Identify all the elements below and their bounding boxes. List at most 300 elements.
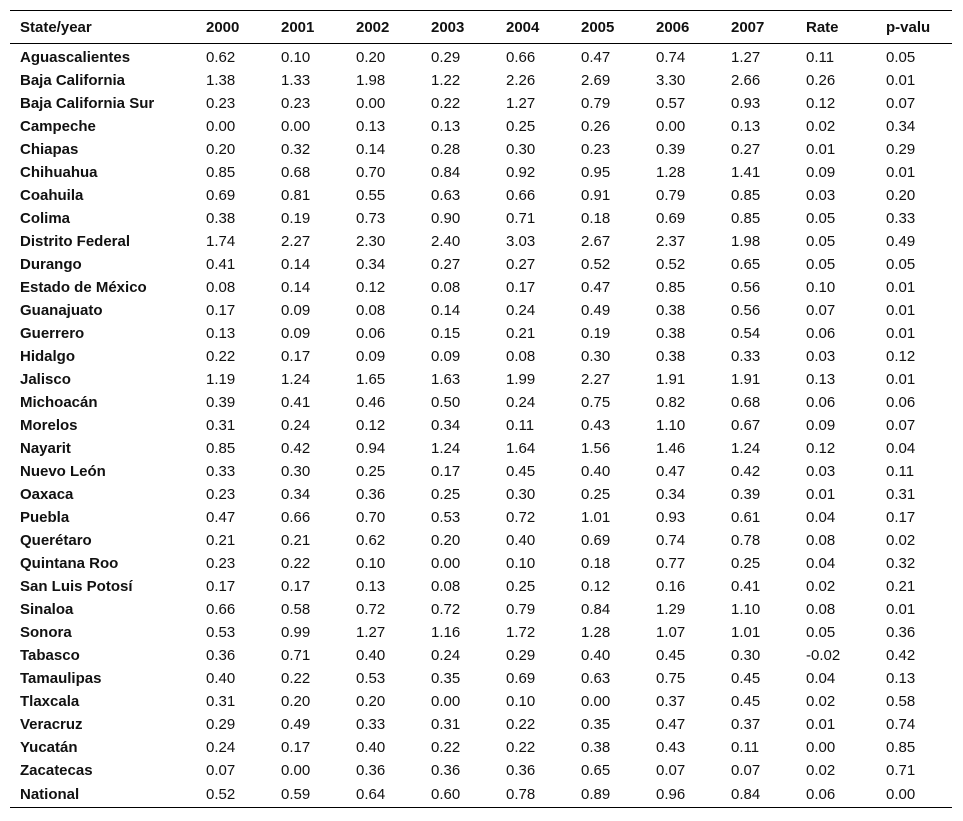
value-cell: 0.46 — [356, 394, 386, 411]
value-cell: 0.17 — [281, 348, 311, 365]
state-name-cell: Puebla — [20, 509, 70, 526]
value-cell: 1.28 — [581, 624, 611, 641]
value-cell: 0.01 — [886, 302, 916, 319]
value-cell: 0.40 — [356, 647, 386, 664]
value-cell: 0.24 — [506, 394, 536, 411]
value-cell: 1.65 — [356, 371, 386, 388]
column-header-state-year: State/year — [10, 11, 196, 44]
value-cell: 0.05 — [806, 256, 836, 273]
table-row — [10, 138, 952, 161]
value-cell: 0.24 — [206, 739, 236, 756]
table-row — [10, 92, 952, 115]
value-cell: 1.07 — [656, 624, 686, 641]
value-cell: 0.32 — [281, 141, 311, 158]
value-cell: 0.66 — [206, 601, 236, 618]
state-name-cell: Aguascalientes — [20, 49, 131, 66]
value-cell: 0.34 — [886, 118, 916, 135]
value-cell: 0.40 — [356, 739, 386, 756]
value-cell: 0.66 — [506, 49, 536, 66]
value-cell: 0.10 — [806, 279, 836, 296]
value-cell: 0.11 — [731, 739, 760, 756]
table-row — [10, 483, 952, 506]
value-cell: 0.00 — [581, 693, 611, 710]
value-cell: 2.26 — [506, 72, 536, 89]
value-cell: 0.22 — [281, 555, 311, 572]
value-cell: 0.54 — [731, 325, 761, 342]
value-cell: 0.45 — [731, 693, 761, 710]
value-cell: 0.07 — [806, 302, 836, 319]
value-cell: 0.70 — [356, 164, 386, 181]
state-name-cell: Tlaxcala — [20, 693, 80, 710]
value-cell: 0.10 — [506, 555, 536, 572]
value-cell: 0.06 — [806, 394, 836, 411]
state-name-cell: Colima — [20, 210, 71, 227]
value-cell: 0.74 — [886, 716, 916, 733]
value-cell: 0.11 — [806, 49, 835, 66]
state-name-cell: Querétaro — [20, 532, 92, 549]
value-cell: 0.78 — [496, 782, 571, 808]
value-cell: 0.13 — [731, 118, 761, 135]
value-cell: 0.00 — [876, 782, 952, 808]
value-cell: 0.01 — [806, 141, 836, 158]
value-cell: 0.74 — [656, 49, 686, 66]
value-cell: 0.63 — [431, 187, 461, 204]
state-name-cell: Nuevo León — [20, 463, 106, 480]
value-cell: 0.95 — [581, 164, 611, 181]
table-row — [10, 299, 952, 322]
value-cell: 0.14 — [431, 302, 461, 319]
value-cell: 0.17 — [886, 509, 916, 526]
state-name-cell: Guanajuato — [20, 302, 103, 319]
value-cell: 0.01 — [886, 72, 916, 89]
value-cell: 0.12 — [886, 348, 916, 365]
value-cell: 0.67 — [731, 417, 761, 434]
value-cell: 0.31 — [206, 693, 236, 710]
table-header-row — [10, 11, 952, 44]
value-cell: 0.01 — [886, 601, 916, 618]
value-cell: 0.61 — [731, 509, 761, 526]
value-cell: 0.28 — [431, 141, 461, 158]
value-cell: 0.10 — [281, 49, 311, 66]
table-row — [10, 460, 952, 483]
value-cell: 0.11 — [886, 463, 915, 480]
value-cell: 0.40 — [581, 463, 611, 480]
value-cell: 0.85 — [206, 440, 236, 457]
value-cell: 0.02 — [806, 693, 836, 710]
value-cell: 0.45 — [506, 463, 536, 480]
value-cell: 0.27 — [431, 256, 461, 273]
value-cell: 1.33 — [281, 72, 311, 89]
value-cell: 0.24 — [431, 647, 461, 664]
value-cell: 0.18 — [581, 210, 611, 227]
value-cell: 0.33 — [731, 348, 761, 365]
value-cell: 0.22 — [431, 739, 461, 756]
value-cell: 0.45 — [731, 670, 761, 687]
value-cell: 0.02 — [886, 532, 916, 549]
column-header-2005: 2005 — [571, 11, 646, 44]
value-cell: 0.56 — [731, 279, 761, 296]
value-cell: 0.05 — [886, 49, 916, 66]
value-cell: 0.85 — [731, 187, 761, 204]
value-cell: 0.09 — [356, 348, 386, 365]
value-cell: 0.17 — [506, 279, 536, 296]
value-cell: 1.72 — [506, 624, 536, 641]
value-cell: 1.16 — [431, 624, 461, 641]
value-cell: 0.04 — [806, 509, 836, 526]
column-header-2003: 2003 — [421, 11, 496, 44]
value-cell: 0.05 — [806, 624, 836, 641]
value-cell: 1.74 — [206, 233, 236, 250]
value-cell: 0.33 — [206, 463, 236, 480]
value-cell: 1.24 — [281, 371, 311, 388]
state-name-cell: Baja California Sur — [20, 95, 155, 112]
value-cell: 0.42 — [281, 440, 311, 457]
value-cell: 0.21 — [206, 532, 236, 549]
value-cell: 0.35 — [431, 670, 461, 687]
value-cell: 0.79 — [656, 187, 686, 204]
state-name-cell: Quintana Roo — [20, 555, 119, 572]
table-row — [10, 368, 952, 391]
value-cell: 0.18 — [581, 555, 611, 572]
value-cell: 0.12 — [806, 95, 836, 112]
value-cell: 0.69 — [581, 532, 611, 549]
value-cell: 1.29 — [656, 601, 686, 618]
state-name-cell: Tamaulipas — [20, 670, 102, 687]
value-cell: 0.10 — [506, 693, 536, 710]
state-name-cell: Chiapas — [20, 141, 79, 158]
column-header-2006: 2006 — [646, 11, 721, 44]
state-name-cell: Hidalgo — [20, 348, 75, 365]
value-cell: 0.39 — [731, 486, 761, 503]
table-row — [10, 506, 952, 529]
value-cell: 0.58 — [281, 601, 311, 618]
value-cell: 0.08 — [806, 532, 836, 549]
value-cell: 0.29 — [506, 647, 536, 664]
value-cell: 0.22 — [281, 670, 311, 687]
state-name-cell: Sonora — [20, 624, 72, 641]
value-cell: 0.01 — [806, 716, 836, 733]
value-cell: 0.21 — [281, 532, 311, 549]
value-cell: 0.58 — [886, 693, 916, 710]
value-cell: 2.37 — [656, 233, 686, 250]
table-row — [10, 161, 952, 184]
value-cell: 0.25 — [431, 486, 461, 503]
value-cell: 0.04 — [806, 555, 836, 572]
value-cell: 0.26 — [581, 118, 611, 135]
value-cell: 0.09 — [281, 302, 311, 319]
state-name-cell: Tabasco — [20, 647, 80, 664]
value-cell: 0.47 — [581, 279, 611, 296]
value-cell: 0.12 — [356, 417, 386, 434]
value-cell: 0.12 — [581, 578, 611, 595]
table-row — [10, 759, 952, 782]
table-row — [10, 69, 952, 92]
value-cell: 0.09 — [806, 164, 836, 181]
value-cell: 0.23 — [206, 486, 236, 503]
table-row — [10, 345, 952, 368]
value-cell: 0.03 — [806, 187, 836, 204]
value-cell: 0.74 — [656, 532, 686, 549]
value-cell: 1.19 — [206, 371, 236, 388]
value-cell: 0.49 — [281, 716, 311, 733]
value-cell: 0.40 — [581, 647, 611, 664]
value-cell: 0.81 — [281, 187, 311, 204]
value-cell: 0.22 — [431, 95, 461, 112]
value-cell: 0.29 — [206, 716, 236, 733]
value-cell: 0.53 — [206, 624, 236, 641]
value-cell: 0.84 — [581, 601, 611, 618]
value-cell: 2.30 — [356, 233, 386, 250]
state-name-cell: Nayarit — [20, 440, 71, 457]
value-cell: 0.53 — [431, 509, 461, 526]
value-cell: 0.47 — [206, 509, 236, 526]
data-table-container — [10, 10, 952, 808]
value-cell: 0.02 — [806, 762, 836, 779]
column-header-2004: 2004 — [496, 11, 571, 44]
value-cell: 0.08 — [431, 578, 461, 595]
value-cell: 0.22 — [506, 716, 536, 733]
value-cell: 0.33 — [886, 210, 916, 227]
value-cell: 0.03 — [806, 348, 836, 365]
value-cell: 0.92 — [506, 164, 536, 181]
value-cell: 0.38 — [656, 302, 686, 319]
value-cell: 0.02 — [806, 578, 836, 595]
value-cell: 0.41 — [206, 256, 236, 273]
value-cell: 1.98 — [731, 233, 761, 250]
value-cell: 0.15 — [431, 325, 461, 342]
value-cell: 0.71 — [281, 647, 311, 664]
value-cell: 0.75 — [581, 394, 611, 411]
value-cell: 0.36 — [431, 762, 461, 779]
value-cell: 0.00 — [431, 555, 461, 572]
value-cell: 0.79 — [506, 601, 536, 618]
value-cell: 0.09 — [806, 417, 836, 434]
value-cell: 0.85 — [206, 164, 236, 181]
value-cell: 0.22 — [206, 348, 236, 365]
value-cell: 0.13 — [431, 118, 461, 135]
value-cell: 0.30 — [281, 463, 311, 480]
value-cell: 0.05 — [806, 210, 836, 227]
value-cell: 0.99 — [281, 624, 311, 641]
value-cell: 0.72 — [431, 601, 461, 618]
column-header-p-valu: p-valu — [876, 11, 952, 44]
value-cell: 0.21 — [506, 325, 536, 342]
value-cell: 0.08 — [806, 601, 836, 618]
table-row — [10, 644, 952, 667]
value-cell: 0.79 — [581, 95, 611, 112]
state-name-cell: Coahuila — [20, 187, 84, 204]
value-cell: 0.20 — [281, 693, 311, 710]
table-row — [10, 713, 952, 736]
value-cell: 1.01 — [731, 624, 761, 641]
value-cell: 2.69 — [581, 72, 611, 89]
value-cell: 0.56 — [731, 302, 761, 319]
value-cell: 1.10 — [656, 417, 686, 434]
value-cell: 0.71 — [506, 210, 536, 227]
value-cell: 0.13 — [886, 670, 916, 687]
state-name-cell: Morelos — [20, 417, 78, 434]
value-cell: 2.66 — [731, 72, 761, 89]
value-cell: 0.66 — [281, 509, 311, 526]
value-cell: 0.00 — [206, 118, 236, 135]
value-cell: 0.34 — [356, 256, 386, 273]
value-cell: 0.55 — [356, 187, 386, 204]
value-cell: 0.09 — [431, 348, 461, 365]
value-cell: 0.32 — [886, 555, 916, 572]
value-cell: 0.00 — [281, 762, 311, 779]
value-cell: 0.47 — [656, 716, 686, 733]
value-cell: 0.14 — [281, 279, 311, 296]
value-cell: 0.01 — [886, 164, 916, 181]
value-cell: 0.31 — [886, 486, 916, 503]
value-cell: 0.00 — [656, 118, 686, 135]
column-header-rate: Rate — [796, 11, 876, 44]
value-cell: 0.30 — [581, 348, 611, 365]
table-row — [10, 253, 952, 276]
value-cell: 1.22 — [431, 72, 461, 89]
value-cell: 0.85 — [731, 210, 761, 227]
value-cell: 1.91 — [731, 371, 761, 388]
value-cell: 0.04 — [806, 670, 836, 687]
value-cell: 0.21 — [886, 578, 916, 595]
value-cell: 0.01 — [886, 371, 916, 388]
value-cell: 0.14 — [356, 141, 386, 158]
value-cell: 0.72 — [356, 601, 386, 618]
value-cell: 0.27 — [731, 141, 761, 158]
column-header-2000: 2000 — [196, 11, 271, 44]
value-cell: 0.39 — [656, 141, 686, 158]
state-name-cell: Distrito Federal — [20, 233, 131, 250]
value-cell: 0.85 — [886, 739, 916, 756]
value-cell: 0.52 — [656, 256, 686, 273]
value-cell: 0.13 — [206, 325, 236, 342]
value-cell: 0.66 — [506, 187, 536, 204]
value-cell: 0.13 — [356, 578, 386, 595]
value-cell: 0.00 — [356, 95, 386, 112]
value-cell: 0.06 — [356, 325, 386, 342]
value-cell: 0.08 — [431, 279, 461, 296]
value-cell: 0.30 — [731, 647, 761, 664]
value-cell: 0.03 — [806, 463, 836, 480]
value-cell: 0.23 — [206, 95, 236, 112]
value-cell: 0.42 — [886, 647, 916, 664]
value-cell: 0.25 — [506, 118, 536, 135]
value-cell: 0.43 — [656, 739, 686, 756]
value-cell: 1.41 — [731, 164, 761, 181]
value-cell: 0.45 — [656, 647, 686, 664]
value-cell: 0.04 — [886, 440, 916, 457]
value-cell: 0.37 — [731, 716, 761, 733]
value-cell: 0.70 — [356, 509, 386, 526]
value-cell: 0.06 — [806, 325, 836, 342]
value-cell: 0.69 — [206, 187, 236, 204]
state-name-cell: Chihuahua — [20, 164, 98, 181]
value-cell: 0.20 — [356, 693, 386, 710]
value-cell: 0.24 — [281, 417, 311, 434]
value-cell: 0.84 — [721, 782, 796, 808]
value-cell: 0.05 — [806, 233, 836, 250]
value-cell: 0.41 — [281, 394, 311, 411]
value-cell: 1.01 — [581, 509, 611, 526]
value-cell: 0.59 — [271, 782, 346, 808]
table-row — [10, 437, 952, 460]
state-name-cell: Campeche — [20, 118, 96, 135]
table-row — [10, 736, 952, 759]
value-cell: 0.69 — [506, 670, 536, 687]
value-cell: 0.01 — [886, 279, 916, 296]
value-cell: 1.27 — [356, 624, 386, 641]
value-cell: 0.41 — [731, 578, 761, 595]
value-cell: 0.14 — [281, 256, 311, 273]
value-cell: 0.08 — [206, 279, 236, 296]
value-cell: 1.24 — [431, 440, 461, 457]
value-cell: 0.38 — [656, 325, 686, 342]
value-cell: 0.29 — [431, 49, 461, 66]
value-cell: 0.93 — [656, 509, 686, 526]
value-cell: 0.06 — [796, 782, 876, 808]
value-cell: 0.00 — [431, 693, 461, 710]
value-cell: 0.36 — [206, 647, 236, 664]
value-cell: 0.30 — [506, 141, 536, 158]
value-cell: 3.03 — [506, 233, 536, 250]
table-row — [10, 621, 952, 644]
value-cell: 0.17 — [281, 578, 311, 595]
value-cell: -0.02 — [806, 647, 841, 664]
value-cell: 0.36 — [356, 762, 386, 779]
value-cell: 0.24 — [506, 302, 536, 319]
value-cell: 2.27 — [581, 371, 611, 388]
value-cell: 0.07 — [731, 762, 761, 779]
value-cell: 0.36 — [886, 624, 916, 641]
value-cell: 0.57 — [656, 95, 686, 112]
table-row — [10, 322, 952, 345]
value-cell: 1.63 — [431, 371, 461, 388]
value-cell: 0.19 — [281, 210, 311, 227]
value-cell: 0.22 — [506, 739, 536, 756]
value-cell: 0.77 — [656, 555, 686, 572]
value-cell: 0.25 — [581, 486, 611, 503]
value-cell: 0.62 — [206, 49, 236, 66]
value-cell: 0.36 — [356, 486, 386, 503]
state-name-cell: San Luis Potosí — [20, 578, 133, 595]
value-cell: 0.53 — [356, 670, 386, 687]
table-row — [10, 529, 952, 552]
value-cell: 0.20 — [206, 141, 236, 158]
table-row — [10, 782, 952, 808]
table-row — [10, 184, 952, 207]
value-cell: 0.64 — [346, 782, 421, 808]
value-cell: 0.52 — [581, 256, 611, 273]
state-name-cell: Baja California — [20, 72, 126, 89]
value-cell: 0.78 — [731, 532, 761, 549]
value-cell: 0.09 — [281, 325, 311, 342]
state-name-cell: Guerrero — [20, 325, 85, 342]
value-cell: 1.99 — [506, 371, 536, 388]
value-cell: 0.36 — [506, 762, 536, 779]
table-row — [10, 230, 952, 253]
state-name-cell: Michoacán — [20, 394, 98, 411]
value-cell: 0.38 — [206, 210, 236, 227]
value-cell: 0.23 — [581, 141, 611, 158]
table-row — [10, 391, 952, 414]
value-cell: 0.62 — [356, 532, 386, 549]
value-cell: 0.13 — [806, 371, 836, 388]
value-cell: 0.43 — [581, 417, 611, 434]
value-cell: 0.07 — [886, 95, 916, 112]
state-name-cell: National — [10, 782, 196, 808]
value-cell: 0.34 — [281, 486, 311, 503]
column-header-2001: 2001 — [271, 11, 346, 44]
